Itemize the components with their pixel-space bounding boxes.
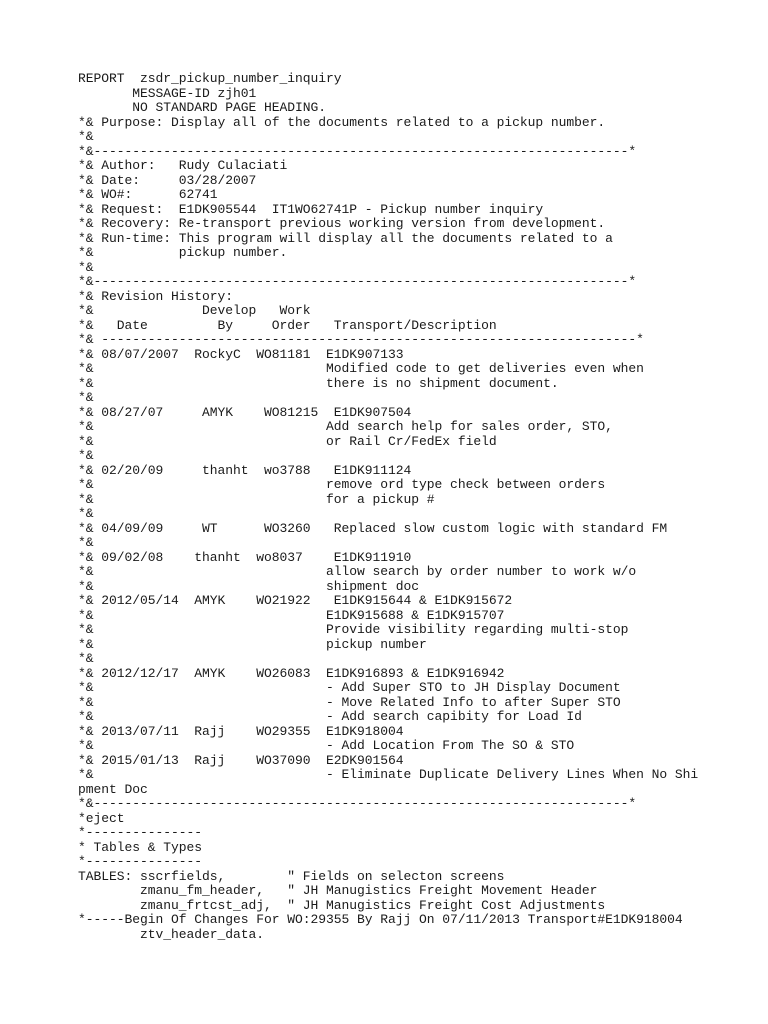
abap-source-listing <box>78 72 758 942</box>
code-line: zmanu_frtcst_adj, " JH Manugistics Freight Cost Adjustments <box>78 897 606 913</box>
code-line: *& 2012/12/17 AMYK WO26083 E1DK916893 & E1DK916942 <box>78 665 505 681</box>
code-line: *& - Add Location From The SO & STO <box>78 738 575 753</box>
code-line: ztv_header_data. <box>78 926 265 942</box>
code-line: *& <box>78 535 94 550</box>
code-line: *& <box>78 390 94 405</box>
code-line: *-----Begin Of Changes For WO:29355 By Rajj On 07/11/2013 Transport#E1DK918004 <box>78 912 683 927</box>
code-line: *& <box>78 129 94 144</box>
code-line: *& Revision History: <box>78 288 234 304</box>
code-line: *& Recovery: Re-transport previous working version from development. <box>78 216 606 231</box>
code-line: *& pickup number. <box>78 245 288 260</box>
code-line: *& WO#: 62741 <box>78 187 218 202</box>
code-line: *& ---------------------------------------------------------------------* <box>78 332 644 347</box>
code-line: *& Develop Work <box>78 303 311 318</box>
code-line: *& there is no shipment document. <box>78 375 559 391</box>
code-line: *& <box>78 506 94 521</box>
code-line: *& Modified code to get deliveries even when <box>78 361 644 376</box>
code-line: *& 08/27/07 AMYK WO81215 E1DK907504 <box>78 404 412 420</box>
code-line: *& Date: 03/28/2007 <box>78 172 257 188</box>
code-line: *& 04/09/09 WT WO3260 Replaced slow custom logic with standard FM <box>78 520 668 536</box>
code-line: *& Purpose: Display all of the documents related to a pickup number. <box>78 114 606 130</box>
code-line: *& 2015/01/13 Rajj WO37090 E2DK901564 <box>78 752 404 768</box>
code-line: *& E1DK915688 & E1DK915707 <box>78 607 505 623</box>
code-line: *& for a pickup # <box>78 491 435 507</box>
code-line: *& Add search help for sales order, STO, <box>78 419 613 434</box>
code-line: *& <box>78 651 94 666</box>
code-line: *& - Add search capibity for Load Id <box>78 709 582 724</box>
code-line: TABLES: sscrfields, " Fields on selecton screens <box>78 868 505 884</box>
code-line: *&---------------------------------------------------------------------* <box>78 143 637 159</box>
code-line: *eject <box>78 810 125 826</box>
code-line: *& 2013/07/11 Rajj WO29355 E1DK918004 <box>78 723 404 739</box>
code-line: *& 08/07/2007 RockyC WO81181 E1DK907133 <box>78 346 404 362</box>
code-line: *& <box>78 448 94 463</box>
code-line: *& allow search by order number to work w/o <box>78 564 637 579</box>
code-line: *& Author: Rudy Culaciati <box>78 158 288 173</box>
code-line: *& or Rail Cr/FedEx field <box>78 433 497 449</box>
code-line: *& shipment doc <box>78 578 420 594</box>
code-line: *& Run-time: This program will display all the documents related to a <box>78 230 613 246</box>
code-line: NO STANDARD PAGE HEADING. <box>78 100 327 115</box>
code-line: *& - Move Related Info to after Super STO <box>78 694 621 710</box>
code-line: *& pickup number <box>78 636 427 652</box>
code-line: *--------------- <box>78 825 203 840</box>
code-line: *& 2012/05/14 AMYK WO21922 E1DK915644 & E1DK915672 <box>78 593 513 608</box>
code-line: *& - Eliminate Duplicate Delivery Lines When No Shi <box>78 767 699 782</box>
code-line: *& remove ord type check between orders <box>78 477 606 492</box>
code-line: *& Provide visibility regarding multi-stop <box>78 622 629 637</box>
code-line: *& - Add Super STO to JH Display Document <box>78 680 621 695</box>
code-line: *--------------- <box>78 854 203 869</box>
code-line: REPORT zsdr_pickup_number_inquiry <box>78 71 342 86</box>
code-line: *& <box>78 259 94 275</box>
code-line: *& 09/02/08 thanht wo8037 E1DK911910 <box>78 549 412 565</box>
code-line: zmanu_fm_header, " JH Manugistics Freight Movement Header <box>78 883 598 898</box>
code-line: *& Request: E1DK905544 IT1WO62741P - Pickup number inquiry <box>78 201 544 217</box>
code-line: * Tables & Types <box>78 839 203 855</box>
code-line: *&---------------------------------------------------------------------* <box>78 274 637 289</box>
code-line: pment Doc <box>78 781 148 797</box>
code-line: *& 02/20/09 thanht wo3788 E1DK911124 <box>78 462 412 478</box>
code-line: *&---------------------------------------------------------------------* <box>78 796 637 811</box>
code-line: MESSAGE-ID zjh01 <box>78 85 257 101</box>
code-line: *& Date By Order Transport/Description <box>78 317 497 333</box>
